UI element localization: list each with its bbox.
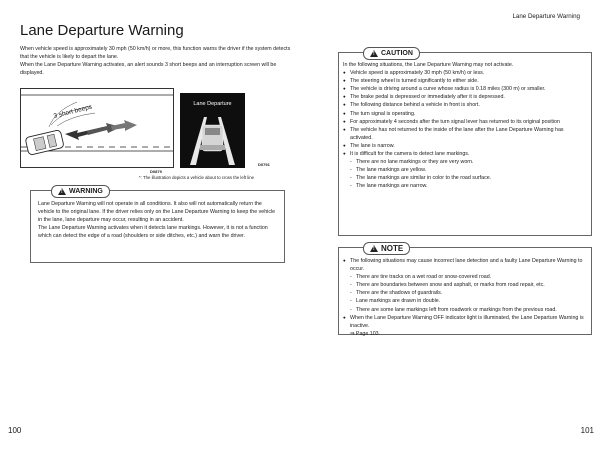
intro-paragraph: When vehicle speed is approximately 30 mph (50 km/h) or more, this function warns the driver if the system detects that the vehicle is likely to depart the lane.	[20, 46, 291, 61]
sub-list-item: - Lane markings are drawn in double.	[350, 297, 587, 305]
intro-paragraph: When the Lane Departure Warning activates, an alert sounds 3 short beeps and an interruption screen will be displayed.	[20, 62, 277, 77]
figure-caption: *: The illustration depicts a vehicle about to cross the left line	[139, 175, 255, 180]
page-number-right: 101	[580, 426, 594, 435]
warning-triangle-icon	[58, 188, 66, 195]
warning-paragraph: The Lane Departure Warning activates when it detects lane markings. However, it is not a function which can detect the edge of a road (shoulders or side ditches, etc.) and warn the driver.	[38, 225, 268, 240]
sub-list-item: - There are the shadows of guardrails.	[350, 289, 587, 297]
warning-paragraph: Lane Departure Warning will not operate in all conditions. It also will not automatically return the vehicle to the original lane. If the driver relies only on the Lane Departure Warning to keep the vehicle in the lane, lane departure may occur, resulting in an accident.	[38, 201, 276, 224]
motion-arrows-icon	[65, 120, 137, 140]
note-header	[363, 242, 410, 255]
caution-list	[343, 69, 587, 190]
note-triangle-icon	[370, 245, 378, 252]
list-item: ● The vehicle has not returned to the inside of the lane after the Lane Departure Warning has activated.	[343, 126, 587, 142]
display-screen-title: Lane Departure	[193, 101, 232, 107]
illustration-road	[20, 88, 174, 168]
page-title: Lane Departure Warning	[20, 22, 184, 39]
road-drawing	[21, 89, 173, 167]
page-reference-link[interactable]: ⇒ Page 103.	[350, 330, 381, 337]
list-item: ● The brake pedal is depressed or immediately after it is depressed.	[343, 93, 587, 101]
running-head: Lane Departure Warning	[512, 13, 580, 20]
note-list	[343, 257, 587, 338]
warning-label: WARNING	[69, 188, 103, 195]
caution-box	[338, 52, 592, 236]
sub-list-item: - There are tire tracks on a wet road or snow-covered road.	[350, 273, 587, 281]
intro-text	[20, 45, 300, 77]
sub-list-item: - The lane markings are similar in color to the road surface.	[350, 174, 587, 182]
caution-header	[363, 47, 420, 60]
note-sublist	[350, 273, 587, 313]
list-item: ● Vehicle speed is approximately 30 mph (50 km/h) or less.	[343, 69, 587, 77]
list-item-text: It is difficult for the camera to detect lane markings.	[350, 151, 470, 158]
list-item: ● The turn signal is operating.	[343, 110, 587, 118]
sub-list-item: - There are no lane markings or they are very worn.	[350, 158, 587, 166]
list-item-text: The following situations may cause incorrect lane detection and a faulty Lane Departure Warning to occur.	[350, 258, 583, 273]
display-lane-graphic	[180, 93, 245, 168]
list-item	[343, 314, 587, 338]
list-item	[343, 257, 587, 314]
display-screen	[180, 93, 245, 168]
warning-box	[30, 190, 285, 263]
list-item	[343, 150, 587, 190]
figure-code-left: D0879	[150, 169, 162, 174]
list-item: ● The steering wheel is turned significantly to either side.	[343, 77, 587, 85]
page-number-left: 100	[8, 426, 22, 435]
beeps-label: 3 short beeps	[52, 103, 93, 120]
list-item: ● The lane is narrow.	[343, 142, 587, 150]
list-item: ● The following distance behind a vehicle in front is short.	[343, 101, 587, 109]
sub-list-item: - The lane markings are yellow.	[350, 166, 587, 174]
sub-list-item: - There are some lane markings left from roadwork or markings from the previous road.	[350, 306, 587, 314]
caution-intro: In the following situations, the Lane Departure Warning may not activate.	[343, 62, 514, 68]
list-item-text: When the Lane Departure Warning OFF indicator light is illuminated, the Lane Departure Warning is inactive.	[350, 314, 584, 329]
car-icon	[25, 130, 64, 156]
list-item: ● The vehicle is driving around a curve whose radius is 0.18 miles (300 m) or smaller.	[343, 85, 587, 93]
caution-triangle-icon	[370, 50, 378, 57]
list-item: ● For approximately 4 seconds after the turn signal lever has returned to its original position	[343, 118, 587, 126]
caution-label: CAUTION	[381, 50, 413, 57]
warning-header	[51, 185, 110, 198]
sub-list-item: - There are boundaries between snow and asphalt, or marks from road repair, etc.	[350, 281, 587, 289]
note-box	[338, 244, 592, 337]
sub-list-item: - The lane markings are narrow.	[350, 182, 587, 190]
note-label: NOTE	[381, 244, 404, 253]
caution-sublist	[350, 158, 587, 190]
figure-code-right: D0791	[258, 162, 270, 167]
